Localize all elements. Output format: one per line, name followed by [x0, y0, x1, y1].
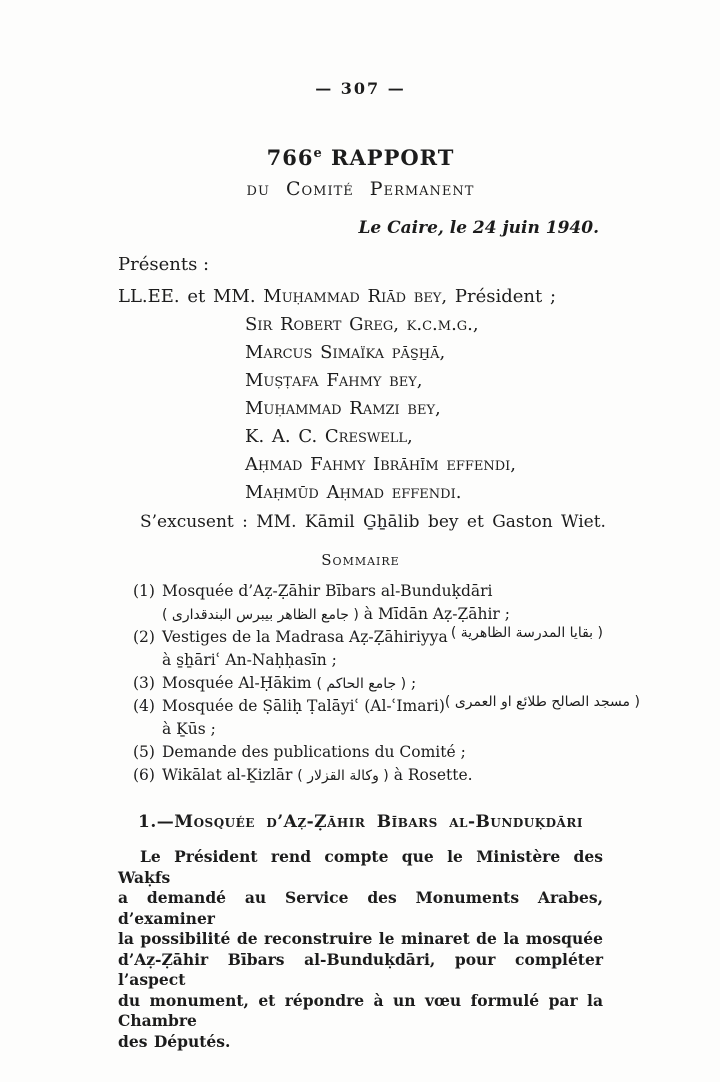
- attendee-role: Président ;: [454, 286, 557, 307]
- item-number: (3): [133, 674, 155, 692]
- item-arabic-text: ( جامع الظاهر بيبرس البندقدارى ): [162, 607, 359, 623]
- report-subtitle: du Comité Permanent: [246, 178, 475, 200]
- dateline: Le Caire, le 24 juin 1940.: [358, 218, 599, 238]
- item-arabic-text: ( وكالة القزلار ): [297, 768, 389, 784]
- item-line: [162, 764, 603, 787]
- attendee-name: Aḥmad Fahmy Ibrāhīm effendi,: [245, 454, 517, 475]
- attendee-name: Maḥmūd Aḥmad effendi.: [245, 482, 462, 503]
- paragraph-line: a demandé au Service des Monuments Arabes, d’examiner: [118, 888, 603, 928]
- presents-label: Présents :: [118, 254, 210, 275]
- excused-line: S’excusent : MM. Kāmil G̱ẖālib bey et Gaston Wiet.: [140, 512, 606, 532]
- sommaire-item: [118, 672, 603, 695]
- honorifics-prefix: LL.EE. et MM.: [118, 286, 256, 307]
- attendee-name: Muḥammad Ramzi bey,: [245, 398, 441, 419]
- item-text: Wikālat al-Ḵizlār: [162, 766, 293, 784]
- paragraph-line: du monument, et répondre à un vœu formulé par la Chambre: [118, 990, 603, 1030]
- item-text: Vestiges de la Madrasa Aẓ-Ẓāhiriyya: [162, 628, 448, 646]
- item-text: Demande des publications du Comité ;: [162, 743, 466, 761]
- page-number: — 307 —: [315, 79, 406, 98]
- attendee-name: Muḥammad Riād bey,: [263, 286, 448, 307]
- item-text: Mosquée de Ṣāliḥ Ṭalāyiʿ (Al-ʿImari): [162, 697, 445, 715]
- item-number: (2): [133, 628, 155, 646]
- paragraph-line: Le Président rend compte que le Ministère des Waḳfs: [118, 847, 603, 887]
- item-text: Mosquée d’Aẓ-Ẓāhir Bībars al-Bunduḳdāri: [162, 582, 493, 600]
- sommaire-item: [118, 694, 640, 741]
- item-line: [162, 626, 603, 649]
- item-text-continued: à Mīdān Aẓ-Ẓāhir ;: [363, 605, 510, 623]
- sommaire-item: [118, 741, 603, 764]
- report-title-word: RAPPORT: [331, 145, 455, 170]
- sommaire-item: [118, 580, 603, 626]
- attendee-name: Marcus Simaïka pās̱ẖā,: [245, 342, 446, 363]
- report-number: 766: [266, 145, 314, 170]
- attendees-list: [118, 283, 603, 507]
- item-arabic-text: ( بقايا المدرسة الظاهرية ): [450, 625, 603, 641]
- attendee-name: Muṣṭafa Fahmy bey,: [245, 370, 423, 391]
- sommaire-item: [118, 626, 603, 672]
- item-tail: ;: [411, 674, 417, 692]
- paragraph-line: la possibilité de reconstruire le minaret de la mosquée: [118, 929, 603, 948]
- item-continuation: [162, 603, 603, 626]
- item-number: (1): [133, 582, 155, 600]
- attendee-name: Sir Robert Greg, k.c.m.g.,: [245, 314, 479, 335]
- body-paragraph: [118, 847, 603, 1052]
- paragraph-line: d’Aẓ-Ẓāhir Bībars al-Bunduḳdāri, pour compléter l’aspect: [118, 949, 603, 989]
- report-title: [118, 142, 603, 170]
- attendee-line-president: [118, 283, 603, 311]
- sommaire-list: [118, 580, 640, 787]
- item-number: (6): [133, 766, 155, 784]
- item-line: [162, 694, 640, 718]
- paragraph-line: des Députés.: [118, 1031, 231, 1051]
- item-number: (4): [133, 697, 155, 715]
- section-heading: 1.—Mosquée d’Aẓ-Ẓāhir Bībars al-Bunduḳdāri: [138, 812, 583, 832]
- sommaire-item: [118, 764, 603, 787]
- item-arabic-text: ( جامع الحاكم ): [316, 676, 407, 692]
- item-text: Mosquée Al-Ḥākim: [162, 674, 312, 692]
- report-ordinal: e: [313, 146, 323, 161]
- item-tail: à Rosette.: [393, 766, 473, 784]
- item-line: [162, 672, 603, 695]
- attendee-name: K. A. C. Creswell,: [245, 426, 413, 447]
- item-number: (5): [133, 743, 155, 761]
- item-text-continued: à Ḵūs ;: [162, 720, 216, 738]
- item-text-continued: à s̱ẖāriʿ An-Naḥḥasīn ;: [162, 651, 337, 669]
- item-arabic-text: ( مسجد الصالح طلائع او العمرى ): [444, 694, 640, 710]
- sommaire-title: Sommaire: [321, 551, 400, 569]
